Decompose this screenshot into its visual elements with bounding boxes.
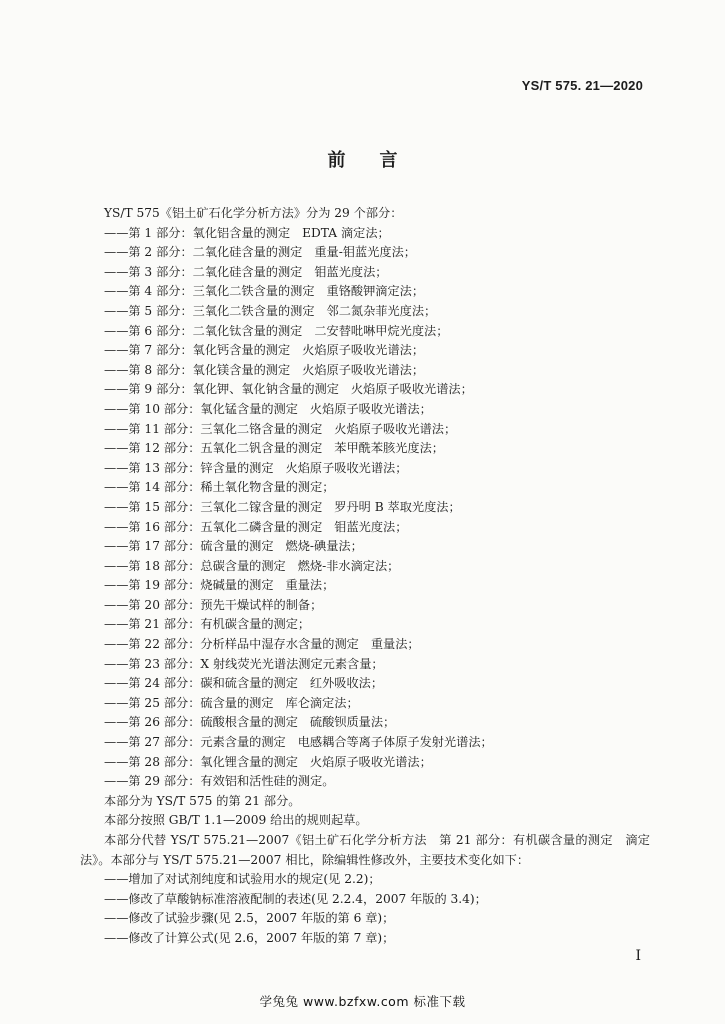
part-number: ——第 3 部分： xyxy=(104,264,193,279)
list-item xyxy=(80,635,650,655)
part-subject: 氧化锂含量的测定 xyxy=(200,754,298,769)
part-number: ——第 26 部分： xyxy=(104,715,201,730)
part-subject: 预先干燥试样的制备； xyxy=(200,597,323,612)
document-body xyxy=(80,204,650,949)
part-method: 硫酸钡质量法； xyxy=(309,715,396,730)
list-item xyxy=(80,302,650,322)
part-number: ——第 12 部分： xyxy=(104,441,201,456)
part-number: ——第 5 部分： xyxy=(104,303,193,318)
part-subject: 硫含量的测定 xyxy=(200,539,274,554)
part-subject: 三氧化二铁含量的测定 xyxy=(192,284,315,299)
page-title: 前言 xyxy=(327,150,432,171)
part-subject: 三氧化二铬含量的测定 xyxy=(200,421,323,436)
changes-list xyxy=(80,870,650,948)
part-number: ——第 8 部分： xyxy=(104,362,193,377)
part-number: ——第 11 部分： xyxy=(104,421,201,436)
part-number: ——第 6 部分： xyxy=(104,323,193,338)
list-item xyxy=(80,557,650,577)
list-item xyxy=(80,224,650,244)
part-subject: 烧碱量的测定 xyxy=(200,578,274,593)
this-part-paragraph: 本部分为 YS/T 575 的第 21 部分。 xyxy=(104,793,301,808)
part-method: 燃烧-碘量法； xyxy=(285,539,363,554)
part-subject: 氧化铝含量的测定 xyxy=(192,225,291,240)
part-number: ——第 2 部分： xyxy=(104,245,193,260)
part-method: 火焰原子吸收光谱法； xyxy=(302,343,425,358)
part-subject: 硫酸根含量的测定 xyxy=(200,715,298,730)
part-method: 红外吸收法； xyxy=(309,676,384,691)
list-item xyxy=(80,694,650,714)
part-number: ——第 20 部分： xyxy=(104,597,201,612)
list-item xyxy=(80,282,650,302)
parts-list xyxy=(80,224,650,792)
list-item xyxy=(80,655,650,675)
part-subject: X 射线荧光光谱法测定元素含量； xyxy=(200,656,384,671)
part-method: 火焰原子吸收光谱法； xyxy=(309,401,432,416)
list-item xyxy=(80,243,650,263)
part-subject: 有机碳含量的测定； xyxy=(200,617,311,632)
list-item xyxy=(80,615,650,635)
list-item xyxy=(80,537,650,557)
part-number: ——第 4 部分： xyxy=(104,284,193,299)
part-method: 燃烧-非水滴定法； xyxy=(297,558,400,573)
list-item xyxy=(80,459,650,479)
list-item xyxy=(80,400,650,420)
part-method: 钼蓝光度法； xyxy=(314,264,388,279)
part-subject: 碳和硫含量的测定 xyxy=(200,676,298,691)
part-number: ——第 10 部分： xyxy=(104,401,201,416)
part-subject: 氧化锰含量的测定 xyxy=(200,401,298,416)
part-subject: 三氧化二镓含量的测定 xyxy=(200,499,323,514)
document-code: YS/T 575. 21—2020 xyxy=(521,78,643,93)
part-subject: 氧化钙含量的测定 xyxy=(192,343,291,358)
list-item xyxy=(80,772,650,792)
part-method: 苯甲酰苯胲光度法； xyxy=(334,441,444,456)
list-item xyxy=(80,733,650,753)
list-item xyxy=(80,498,650,518)
list-item xyxy=(80,420,650,440)
part-subject: 稀土氧化物含量的测定； xyxy=(200,480,335,495)
part-method: 二安替吡啉甲烷光度法； xyxy=(314,323,449,338)
part-subject: 五氧化二磷含量的测定 xyxy=(200,519,323,534)
list-item xyxy=(80,576,650,596)
footer-watermark: 学兔兔 www.bzfxw.com 标准下载 xyxy=(259,994,466,1009)
part-subject: 分析样品中湿存水含量的测定 xyxy=(200,637,359,652)
part-number: ——第 17 部分： xyxy=(104,539,201,554)
list-item: ——修改了草酸钠标准溶液配制的表述(见 2.2.4，2007 年版的 3.4)； xyxy=(104,891,487,906)
part-number: ——第 15 部分： xyxy=(104,499,201,514)
list-item xyxy=(80,596,650,616)
part-subject: 氧化镁含量的测定 xyxy=(192,362,291,377)
part-subject: 五氧化二钒含量的测定 xyxy=(200,441,323,456)
part-number: ——第 16 部分： xyxy=(104,519,201,534)
part-number: ——第 27 部分： xyxy=(104,735,201,750)
part-subject: 二氧化钛含量的测定 xyxy=(192,323,303,338)
part-method: 重铬酸钾滴定法； xyxy=(326,284,425,299)
list-item: ——修改了试验步骤(见 2.5，2007 年版的第 6 章)； xyxy=(104,911,395,926)
part-number: ——第 14 部分： xyxy=(104,480,201,495)
part-subject: 氧化钾、氧化钠含量的测定 xyxy=(192,382,339,397)
list-item xyxy=(80,439,650,459)
part-subject: 硫含量的测定 xyxy=(200,695,274,710)
part-method: 邻二氮杂菲光度法； xyxy=(326,303,437,318)
part-subject: 二氧化硅含量的测定 xyxy=(192,245,303,260)
list-item xyxy=(80,674,650,694)
page-number: I xyxy=(635,948,641,964)
list-item xyxy=(80,713,650,733)
part-subject: 元素含量的测定 xyxy=(200,735,286,750)
drafting-paragraph: 本部分按照 GB/T 1.1—2009 给出的规则起草。 xyxy=(104,813,368,828)
part-number: ——第 1 部分： xyxy=(104,225,193,240)
list-item xyxy=(80,753,650,773)
part-method: 火焰原子吸收光谱法； xyxy=(334,421,457,436)
intro-paragraph: YS/T 575《铝土矿石化学分析方法》分为 29 个部分： xyxy=(104,206,403,220)
part-subject: 二氧化硅含量的测定 xyxy=(192,264,303,279)
part-number: ——第 9 部分： xyxy=(104,382,193,397)
list-item xyxy=(80,478,650,498)
replaces-paragraph: 本部分代替 YS/T 575.21—2007《铝土矿石化学分析方法 第 21 部分：有机碳含量的测定 滴定法》。本部分与 YS/T 575.21—2007 相比，除编辑性修改外，主要技术变化如下： xyxy=(80,833,650,867)
part-number: ——第 7 部分： xyxy=(104,343,193,358)
list-item xyxy=(80,341,650,361)
part-method: EDTA 滴定法； xyxy=(302,225,390,240)
part-number: ——第 23 部分： xyxy=(104,656,201,671)
part-number: ——第 24 部分： xyxy=(104,676,201,691)
list-item: ——增加了对试剂纯度和试验用水的规定(见 2.2)； xyxy=(104,872,381,887)
part-subject: 有效铝和活性硅的测定。 xyxy=(200,774,335,789)
part-method: 钼蓝光度法； xyxy=(334,519,408,534)
part-subject: 三氧化二铁含量的测定 xyxy=(192,303,315,318)
part-subject: 总碳含量的测定 xyxy=(200,558,286,573)
part-method: 火焰原子吸收光谱法； xyxy=(302,362,425,377)
list-item: ——修改了计算公式(见 2.6，2007 年版的第 7 章)； xyxy=(104,930,395,945)
part-subject: 锌含量的测定 xyxy=(200,460,274,475)
list-item xyxy=(80,322,650,342)
part-method: 库仑滴定法； xyxy=(285,695,359,710)
list-item xyxy=(80,361,650,381)
part-method: 罗丹明 B 萃取光度法； xyxy=(334,499,461,514)
part-number: ——第 21 部分： xyxy=(104,617,201,632)
part-number: ——第 22 部分： xyxy=(104,637,201,652)
part-number: ——第 28 部分： xyxy=(104,754,201,769)
part-method: 重量-钼蓝光度法； xyxy=(314,245,416,260)
part-number: ——第 18 部分： xyxy=(104,558,201,573)
part-method: 电感耦合等离子体原子发射光谱法； xyxy=(297,735,493,750)
part-number: ——第 25 部分： xyxy=(104,695,201,710)
part-method: 火焰原子吸收光谱法； xyxy=(350,382,473,397)
part-number: ——第 29 部分： xyxy=(104,774,201,789)
part-method: 重量法； xyxy=(285,578,335,593)
list-item xyxy=(80,380,650,400)
part-method: 火焰原子吸收光谱法； xyxy=(309,754,432,769)
part-method: 重量法； xyxy=(370,637,420,652)
part-number: ——第 19 部分： xyxy=(104,578,201,593)
list-item xyxy=(80,518,650,538)
part-method: 火焰原子吸收光谱法； xyxy=(285,460,408,475)
list-item xyxy=(80,263,650,283)
part-number: ——第 13 部分： xyxy=(104,460,201,475)
